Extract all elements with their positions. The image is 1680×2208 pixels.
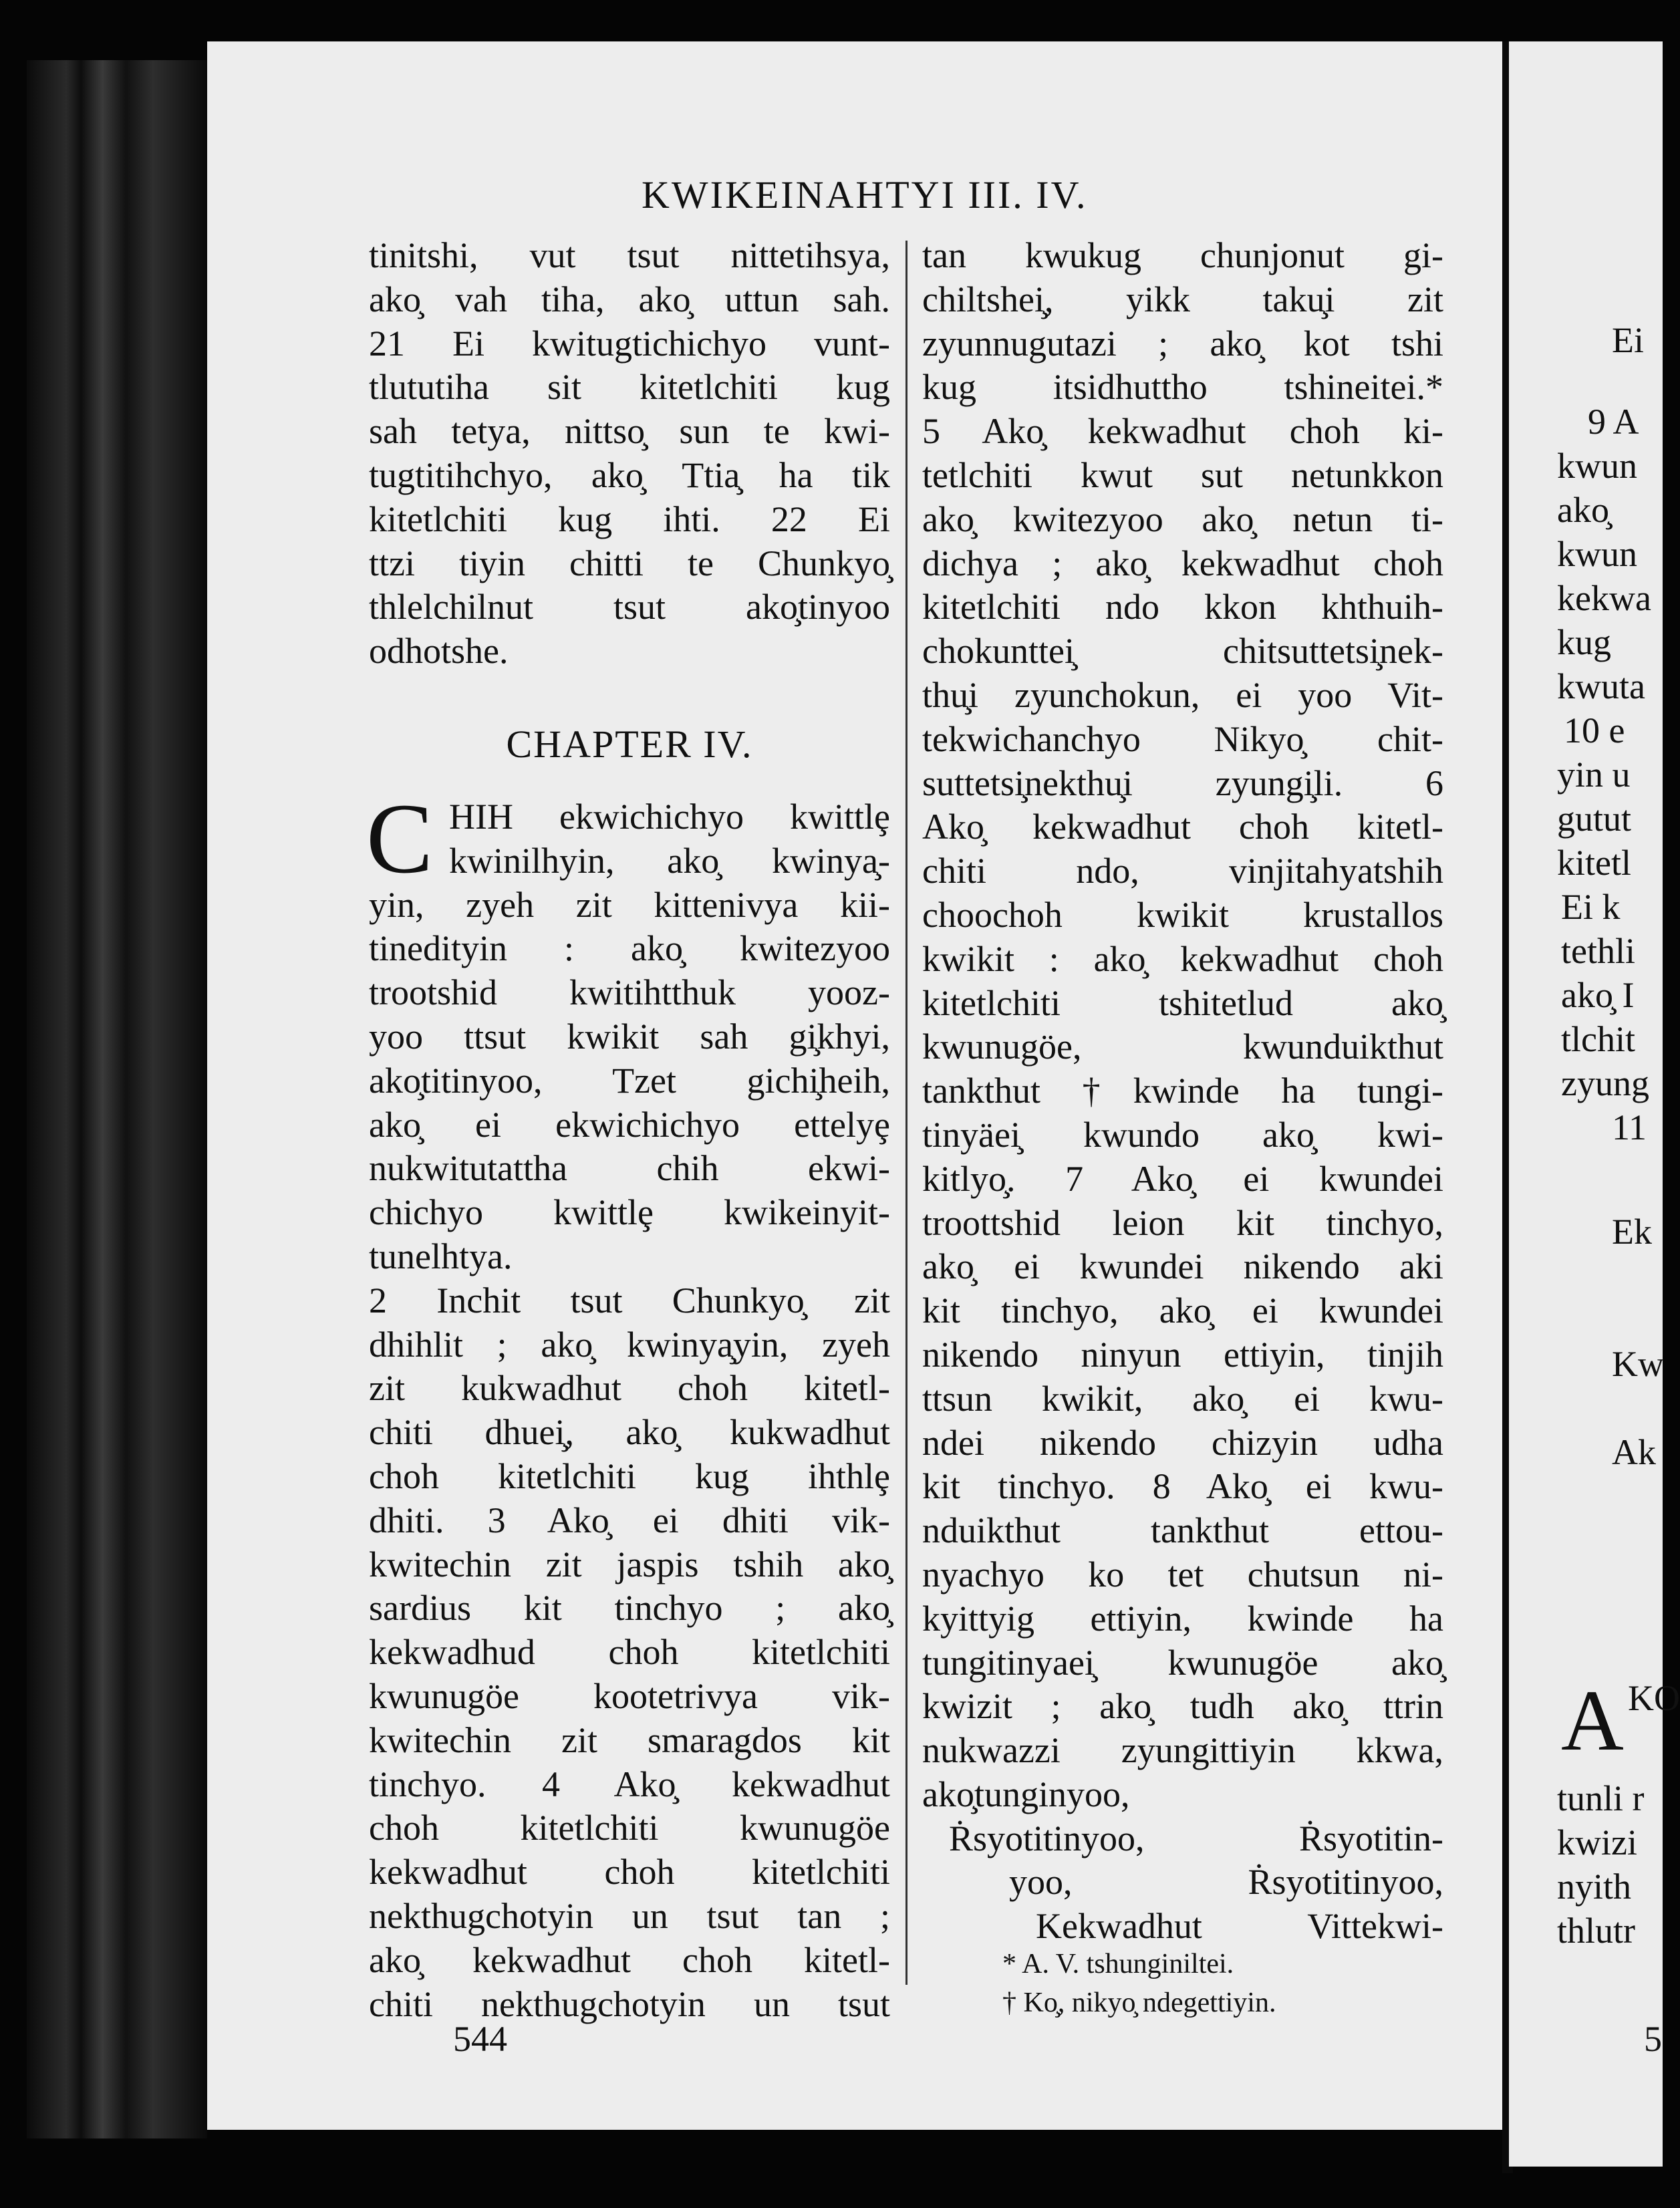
- facing-page-text: 11: [1612, 1107, 1647, 1147]
- facing-page-text: Ei k: [1561, 887, 1621, 927]
- text-line: chiti dhuei̧, ako̧ kukwadhut: [369, 1412, 890, 1453]
- text-line: 5 Ako̧ kekwadhut choh ki-: [922, 411, 1443, 452]
- facing-page-text: Ek: [1612, 1212, 1652, 1252]
- text-line: tetlchiti kwut sut netunkkon: [922, 454, 1443, 495]
- text-line: tinchyo. 4 Ako̧ kekwadhut: [369, 1764, 890, 1804]
- facing-page-text: tlchit: [1561, 1019, 1635, 1059]
- text-line: tugtitihchyo, ako̧ Ttia̧ ha tik: [369, 454, 890, 495]
- text-line: kitlyo̧. 7 Ako̧ ei kwundei: [922, 1158, 1443, 1199]
- text-line: thu̧i zyunchokun, ei yoo Vit-: [922, 674, 1443, 715]
- verse-line: yoo, Ṙsyotitinyoo,: [1009, 1862, 1443, 1903]
- facing-page-text: kwun: [1557, 534, 1637, 574]
- facing-page-text: ako̧: [1557, 490, 1609, 530]
- facing-page-text: kwun: [1557, 446, 1637, 486]
- text-line: kitetlchiti tshitetlud ako̧: [922, 982, 1443, 1023]
- text-line: zit kukwadhut choh kitetl-: [369, 1368, 890, 1409]
- text-line: Ako̧ kekwadhut choh kitetl-: [922, 807, 1443, 847]
- text-line: kwikit : ako̧ kekwadhut choh: [922, 938, 1443, 979]
- text-line: kyittyig ettiyin, kwinde ha: [922, 1598, 1443, 1639]
- text-line: tungitinyaei̧ kwunugöe ako̧: [922, 1642, 1443, 1683]
- drop-cap: C: [366, 783, 434, 894]
- text-line: chokunttei̧ chitsuttetsi̧nek-: [922, 631, 1443, 672]
- text-line: kitetlchiti kug ihti. 22 Ei: [369, 499, 890, 539]
- facing-page-text: 9 A: [1588, 402, 1639, 442]
- text-line: tan kwukug chunjonut gi-: [922, 235, 1443, 275]
- text-line: kekwadhud choh kitetlchiti: [369, 1632, 890, 1673]
- text-line: tankthut †kwinde ha tungi-: [922, 1071, 1443, 1111]
- facing-page-text: zyung: [1561, 1063, 1649, 1103]
- text-line: chiltshei̧, yikk taku̧i zit: [922, 279, 1443, 319]
- text-line: sah tetya, nittso̧ sun te kwi-: [369, 411, 890, 452]
- facing-page-text: kwuta: [1557, 666, 1645, 706]
- facing-page-text: Kw: [1612, 1344, 1664, 1384]
- text-line: ako̧tunginyoo,: [922, 1774, 1130, 1814]
- footnote: * A. V. tshunginiltei.: [1002, 1949, 1234, 1979]
- text-line: kit tinchyo, ako̧ ei kwundei: [922, 1290, 1443, 1331]
- chapter-heading: CHAPTER IV.: [506, 722, 753, 766]
- text-line: nyachyo ko tet chutsun ni-: [922, 1554, 1443, 1595]
- running-head: KWIKEINAHTYI III. IV.: [642, 173, 1088, 217]
- text-line: tekwichanchyo Nikyo̧ chit-: [922, 718, 1443, 759]
- facing-page-drop-cap: A: [1561, 1673, 1624, 1769]
- facing-page-text: kug: [1557, 622, 1611, 662]
- text-line: nukwitutattha chih ekwi-: [369, 1148, 890, 1189]
- facing-page-text: Ei: [1612, 320, 1644, 360]
- text-line: tlututiha sit kitetlchiti kug: [369, 367, 890, 408]
- text-line: 21 Ei kwitugtichichyo vunt-: [369, 323, 890, 364]
- text-line: choh kitetlchiti kwunugöe: [369, 1808, 890, 1848]
- facing-page-text: nyith: [1557, 1867, 1632, 1907]
- text-line: zyunnugutazi ; ako̧ kot tshi: [922, 323, 1443, 364]
- text-line: chiti nekthugchotyin un tsut: [369, 1983, 890, 2024]
- text-line: kwunugöe kootetrivya vik-: [369, 1675, 890, 1716]
- text-line: kit tinchyo. 8 Ako̧ ei kwu-: [922, 1466, 1443, 1507]
- footnotes: [1002, 1945, 1443, 2022]
- left-column-chapter: [369, 795, 890, 2026]
- text-line: kwitechin zit smaragdos kit: [369, 1719, 890, 1760]
- facing-page-text: yin u: [1557, 754, 1631, 795]
- text-line: nukwazzi zyungittiyin kkwa,: [922, 1730, 1443, 1771]
- text-line: chiti ndo, vinjitahyatshih: [922, 851, 1443, 891]
- facing-page-text: gutut: [1557, 799, 1632, 839]
- text-line: nikendo ninyun ettiyin, tinjih: [922, 1334, 1443, 1375]
- text-line: tinedityin : ako̧ kwitezyoo: [369, 928, 890, 969]
- left-column-top: [369, 234, 890, 674]
- text-line: odhotshe.: [369, 631, 509, 672]
- text-line: ako̧ kekwadhut choh kitetl-: [369, 1939, 890, 1980]
- facing-page-text: tunli r: [1557, 1778, 1645, 1818]
- verse-line: Ṙsyotitinyoo, Ṙsyotitin-: [949, 1818, 1443, 1858]
- text-line: kitetlchiti ndo kkon khthuih-: [922, 587, 1443, 628]
- facing-page-number: 5: [1644, 2019, 1662, 2059]
- text-line: ako̧titinyoo, Tzet gichi̧heih,: [369, 1060, 890, 1101]
- text-line: ttzi tiyin chitti te Chunkyo̧: [369, 543, 890, 583]
- text-line: dhihlit ; ako̧ kwinya̧yin, zyeh: [369, 1324, 890, 1365]
- text-line: kug itsidhuttho tshineitei.*: [922, 367, 1443, 408]
- facing-page-text: kekwa: [1557, 578, 1651, 618]
- text-line: thlelchilnut tsut ako̧tinyoo: [369, 587, 890, 628]
- text-line: kwitechin zit jaspis tshih ako̧: [369, 1544, 890, 1584]
- text-line: tinyäei̧ kwundo ako̧ kwi-: [922, 1114, 1443, 1155]
- text-line: kekwadhut choh kitetlchiti: [369, 1852, 890, 1893]
- text-line: dichya ; ako̧ kekwadhut choh: [922, 543, 1443, 583]
- text-line: 2 Inchit tsut Chunkyo̧ zit: [369, 1280, 890, 1321]
- text-line: HIH ekwichichyo kwittlȩ: [449, 797, 890, 837]
- footnote: † Ko̧, nikyo̧ ndegettiyin.: [1002, 1987, 1276, 2018]
- facing-page-text: 10 e: [1564, 710, 1625, 750]
- text-line: suttetsi̧nekthu̧i zyungi̧li. 6: [922, 763, 1443, 803]
- page-number: 544: [453, 2019, 507, 2059]
- text-line: chichyo kwittlȩ kwikeinyit-: [369, 1192, 890, 1233]
- text-line: ndei nikendo chizyin udha: [922, 1422, 1443, 1463]
- text-line: ttsun kwikit, ako̧ ei kwu-: [922, 1378, 1443, 1419]
- text-line: sardius kit tinchyo ; ako̧: [369, 1588, 890, 1629]
- text-line: troottshid leion kit tinchyo,: [922, 1202, 1443, 1243]
- right-column: [922, 234, 1443, 1949]
- text-line: ako̧ ei ekwichichyo ettelyȩ: [369, 1104, 890, 1145]
- text-line: tunelhtya.: [369, 1236, 513, 1276]
- facing-page-text: Ak: [1612, 1432, 1656, 1472]
- facing-page-text: kitetl: [1557, 843, 1631, 883]
- text-line: kwizit ; ako̧ tudh ako̧ ttrin: [922, 1686, 1443, 1727]
- facing-page-text: ako̧ I: [1561, 975, 1635, 1015]
- facing-page-text: tethli: [1561, 931, 1635, 971]
- text-line: ako̧ kwitezyoo ako̧ netun ti-: [922, 499, 1443, 539]
- text-line: trootshid kwitihtthuk yooz-: [369, 972, 890, 1013]
- text-line: yoo ttsut kwikit sah gi̧khyi,: [369, 1016, 890, 1057]
- facing-page-text: kwizi: [1557, 1822, 1637, 1862]
- text-line: ako̧ vah tiha, ako̧ uttun sah.: [369, 279, 890, 319]
- text-line: ako̧ ei kwundei nikendo aki: [922, 1246, 1443, 1287]
- text-line: tinitshi, vut tsut nittetihsya,: [369, 235, 890, 275]
- text-line: kwunugöe, kwunduikthut: [922, 1026, 1443, 1067]
- book-edge: [27, 60, 207, 2138]
- facing-page-text: thlutr: [1557, 1911, 1635, 1951]
- text-line: nduikthut tankthut ettou-: [922, 1510, 1443, 1551]
- text-line: dhiti. 3 Ako̧ ei dhiti vik-: [369, 1500, 890, 1540]
- column-divider: [905, 241, 907, 1985]
- text-line: yin, zyeh zit kittenivya kii-: [369, 884, 890, 925]
- text-line: kwinilhyin, ako̧ kwinya̧-: [449, 840, 890, 881]
- text-line: nekthugchotyin un tsut tan ;: [369, 1895, 890, 1936]
- text-line: choochoh kwikit krustallos: [922, 894, 1443, 935]
- text-line: choh kitetlchiti kug ihthlȩ: [369, 1456, 890, 1496]
- verse-line: Kekwadhut Vittekwi-: [1036, 1906, 1443, 1947]
- facing-page-text: KO: [1628, 1678, 1680, 1718]
